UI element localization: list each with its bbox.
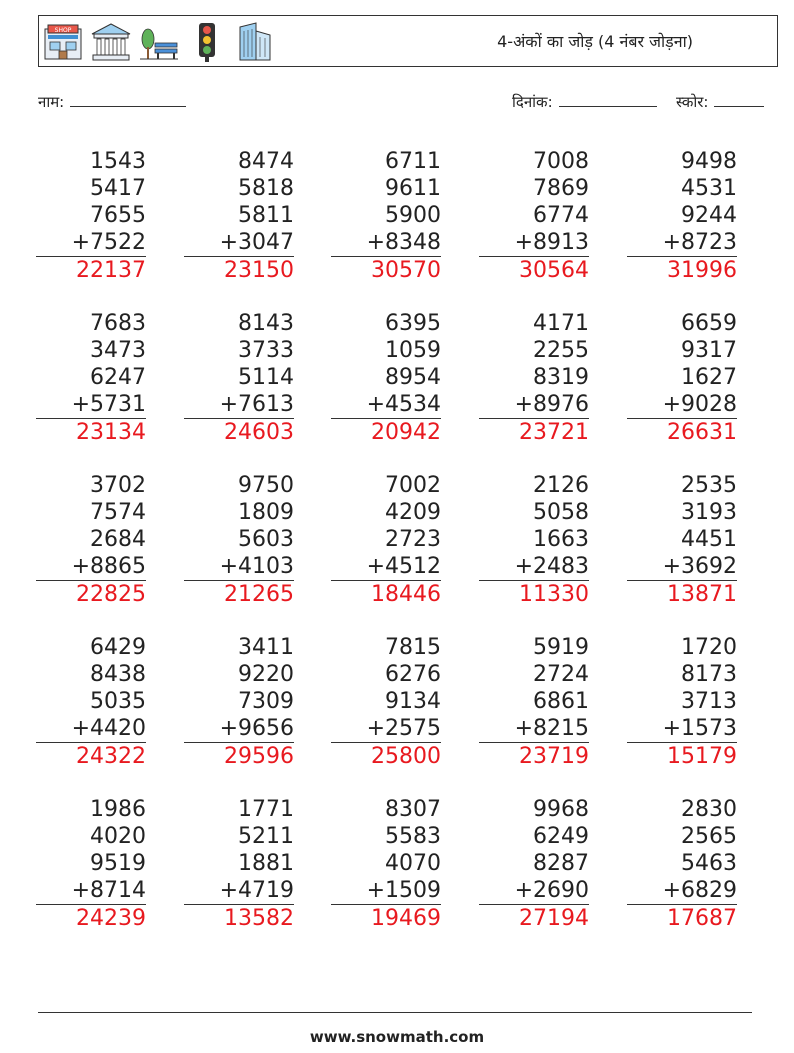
addend: 4171 — [533, 311, 589, 336]
addend: 8173 — [681, 662, 737, 687]
addend: 7815 — [385, 635, 441, 660]
addition-problem — [36, 472, 146, 608]
addend: 9498 — [681, 149, 737, 174]
name-field[interactable] — [38, 92, 186, 112]
score-label: स्कोर: — [676, 93, 709, 111]
answer: 24603 — [184, 418, 294, 446]
addition-problem — [627, 310, 737, 446]
addend: 2724 — [533, 662, 589, 687]
answer: 22825 — [36, 580, 146, 608]
answer: 22137 — [36, 256, 146, 284]
answer: 24322 — [36, 742, 146, 770]
addend: 2830 — [681, 797, 737, 822]
addend-with-plus: +8976 — [514, 392, 589, 417]
addition-problem — [627, 148, 737, 284]
addend-with-plus: +9656 — [219, 716, 294, 741]
addend-with-plus: +4103 — [219, 554, 294, 579]
addition-problem — [479, 634, 589, 770]
addend: 6711 — [385, 149, 441, 174]
worksheet-header — [38, 15, 778, 67]
addend: 5417 — [90, 176, 146, 201]
footer-site: www.snowmath.com — [309, 1028, 485, 1046]
footer-divider — [38, 1012, 752, 1013]
answer: 27194 — [479, 904, 589, 932]
addend-with-plus: +2690 — [514, 878, 589, 903]
answer: 23150 — [184, 256, 294, 284]
addend-with-plus: +8348 — [366, 230, 441, 255]
addition-problem — [331, 796, 441, 932]
addition-problem — [627, 634, 737, 770]
addend: 1881 — [238, 851, 294, 876]
addend: 5583 — [385, 824, 441, 849]
answer: 30564 — [479, 256, 589, 284]
addend: 9317 — [681, 338, 737, 363]
date-blank[interactable] — [559, 92, 657, 107]
addend: 8287 — [533, 851, 589, 876]
addend: 5114 — [238, 365, 294, 390]
addend: 1720 — [681, 635, 737, 660]
addend: 4531 — [681, 176, 737, 201]
addend-with-plus: +3692 — [662, 554, 737, 579]
addend: 6276 — [385, 662, 441, 687]
addend-with-plus: +2575 — [366, 716, 441, 741]
addend: 8143 — [238, 311, 294, 336]
addend: 3713 — [681, 689, 737, 714]
addend: 5035 — [90, 689, 146, 714]
addend-with-plus: +8723 — [662, 230, 737, 255]
addend: 7309 — [238, 689, 294, 714]
answer: 25800 — [331, 742, 441, 770]
addition-problem — [331, 148, 441, 284]
addend-with-plus: +8714 — [71, 878, 146, 903]
addition-problem — [479, 148, 589, 284]
office-building-icon — [234, 21, 276, 63]
answer: 20942 — [331, 418, 441, 446]
addend: 7683 — [90, 311, 146, 336]
answer: 30570 — [331, 256, 441, 284]
worksheet-title: 4-अंकों का जोड़ (4 नंबर जोड़ना) — [497, 32, 693, 51]
addend: 8307 — [385, 797, 441, 822]
traffic-light-icon — [186, 21, 228, 63]
answer: 11330 — [479, 580, 589, 608]
addend: 6395 — [385, 311, 441, 336]
name-label: नाम: — [38, 93, 65, 111]
addend: 8954 — [385, 365, 441, 390]
header-icons — [42, 20, 276, 64]
addend-with-plus: +9028 — [662, 392, 737, 417]
addend: 6247 — [90, 365, 146, 390]
addend-with-plus: +1573 — [662, 716, 737, 741]
date-label: दिनांक: — [512, 93, 553, 111]
addend: 5603 — [238, 527, 294, 552]
answer: 26631 — [627, 418, 737, 446]
addend: 8474 — [238, 149, 294, 174]
addend: 7002 — [385, 473, 441, 498]
addend: 5058 — [533, 500, 589, 525]
addend: 3473 — [90, 338, 146, 363]
answer: 31996 — [627, 256, 737, 284]
addend: 6249 — [533, 824, 589, 849]
addition-problem — [36, 796, 146, 932]
addend-with-plus: +4719 — [219, 878, 294, 903]
addend: 4070 — [385, 851, 441, 876]
addend: 1771 — [238, 797, 294, 822]
addend: 3733 — [238, 338, 294, 363]
addition-problem — [36, 634, 146, 770]
addend: 5919 — [533, 635, 589, 660]
answer: 21265 — [184, 580, 294, 608]
addend: 5818 — [238, 176, 294, 201]
addend-with-plus: +8913 — [514, 230, 589, 255]
addend: 2684 — [90, 527, 146, 552]
addition-problem — [184, 310, 294, 446]
addend: 1986 — [90, 797, 146, 822]
addend: 9220 — [238, 662, 294, 687]
addend: 8438 — [90, 662, 146, 687]
addend: 9134 — [385, 689, 441, 714]
addend: 1627 — [681, 365, 737, 390]
addend: 1809 — [238, 500, 294, 525]
addition-problem — [36, 148, 146, 284]
addition-problem — [184, 796, 294, 932]
addend: 4451 — [681, 527, 737, 552]
addend: 7655 — [90, 203, 146, 228]
addend-with-plus: +8215 — [514, 716, 589, 741]
addition-problem — [331, 310, 441, 446]
addition-problem — [184, 634, 294, 770]
addend: 4020 — [90, 824, 146, 849]
addend: 9519 — [90, 851, 146, 876]
score-blank[interactable] — [714, 92, 764, 107]
addition-problem — [331, 472, 441, 608]
addend: 7574 — [90, 500, 146, 525]
addend: 4209 — [385, 500, 441, 525]
addition-problem — [36, 310, 146, 446]
addition-problem — [627, 796, 737, 932]
addition-problem — [627, 472, 737, 608]
answer: 24239 — [36, 904, 146, 932]
addend-with-plus: +6829 — [662, 878, 737, 903]
addend: 2565 — [681, 824, 737, 849]
addend-with-plus: +4534 — [366, 392, 441, 417]
answer: 29596 — [184, 742, 294, 770]
addend: 5211 — [238, 824, 294, 849]
addend: 8319 — [533, 365, 589, 390]
answer: 13871 — [627, 580, 737, 608]
addition-problem — [184, 472, 294, 608]
score-field[interactable] — [676, 92, 764, 112]
addend: 5811 — [238, 203, 294, 228]
addend: 3702 — [90, 473, 146, 498]
addend-with-plus: +3047 — [219, 230, 294, 255]
addition-problem — [479, 310, 589, 446]
addend: 3193 — [681, 500, 737, 525]
addend: 6659 — [681, 311, 737, 336]
shop-icon — [42, 21, 84, 63]
addition-problem — [331, 634, 441, 770]
addition-problem — [479, 796, 589, 932]
addend: 2535 — [681, 473, 737, 498]
addend: 7008 — [533, 149, 589, 174]
answer: 23721 — [479, 418, 589, 446]
addend-with-plus: +8865 — [71, 554, 146, 579]
addend: 9611 — [385, 176, 441, 201]
name-blank[interactable] — [70, 92, 186, 107]
addend-with-plus: +7613 — [219, 392, 294, 417]
answer: 17687 — [627, 904, 737, 932]
answer: 18446 — [331, 580, 441, 608]
addend: 1059 — [385, 338, 441, 363]
svg-text:SHOP: SHOP — [54, 27, 72, 34]
addend-with-plus: +7522 — [71, 230, 146, 255]
museum-icon — [90, 21, 132, 63]
addend: 9244 — [681, 203, 737, 228]
addend: 7869 — [533, 176, 589, 201]
answer: 19469 — [331, 904, 441, 932]
answer: 15179 — [627, 742, 737, 770]
addend: 1663 — [533, 527, 589, 552]
addition-problem — [184, 148, 294, 284]
addend: 5900 — [385, 203, 441, 228]
addend: 2255 — [533, 338, 589, 363]
addend: 6861 — [533, 689, 589, 714]
addend-with-plus: +1509 — [366, 878, 441, 903]
addend-with-plus: +2483 — [514, 554, 589, 579]
answer: 23719 — [479, 742, 589, 770]
addend: 6774 — [533, 203, 589, 228]
addend-with-plus: +5731 — [71, 392, 146, 417]
addend: 9750 — [238, 473, 294, 498]
addend: 3411 — [238, 635, 294, 660]
addend-with-plus: +4420 — [71, 716, 146, 741]
addend: 1543 — [90, 149, 146, 174]
addend: 2126 — [533, 473, 589, 498]
addend-with-plus: +4512 — [366, 554, 441, 579]
date-field[interactable] — [512, 92, 657, 112]
addition-problem — [479, 472, 589, 608]
answer: 13582 — [184, 904, 294, 932]
park-bench-icon — [138, 21, 180, 63]
answer: 23134 — [36, 418, 146, 446]
addend: 2723 — [385, 527, 441, 552]
addend: 5463 — [681, 851, 737, 876]
addend: 9968 — [533, 797, 589, 822]
addend: 6429 — [90, 635, 146, 660]
